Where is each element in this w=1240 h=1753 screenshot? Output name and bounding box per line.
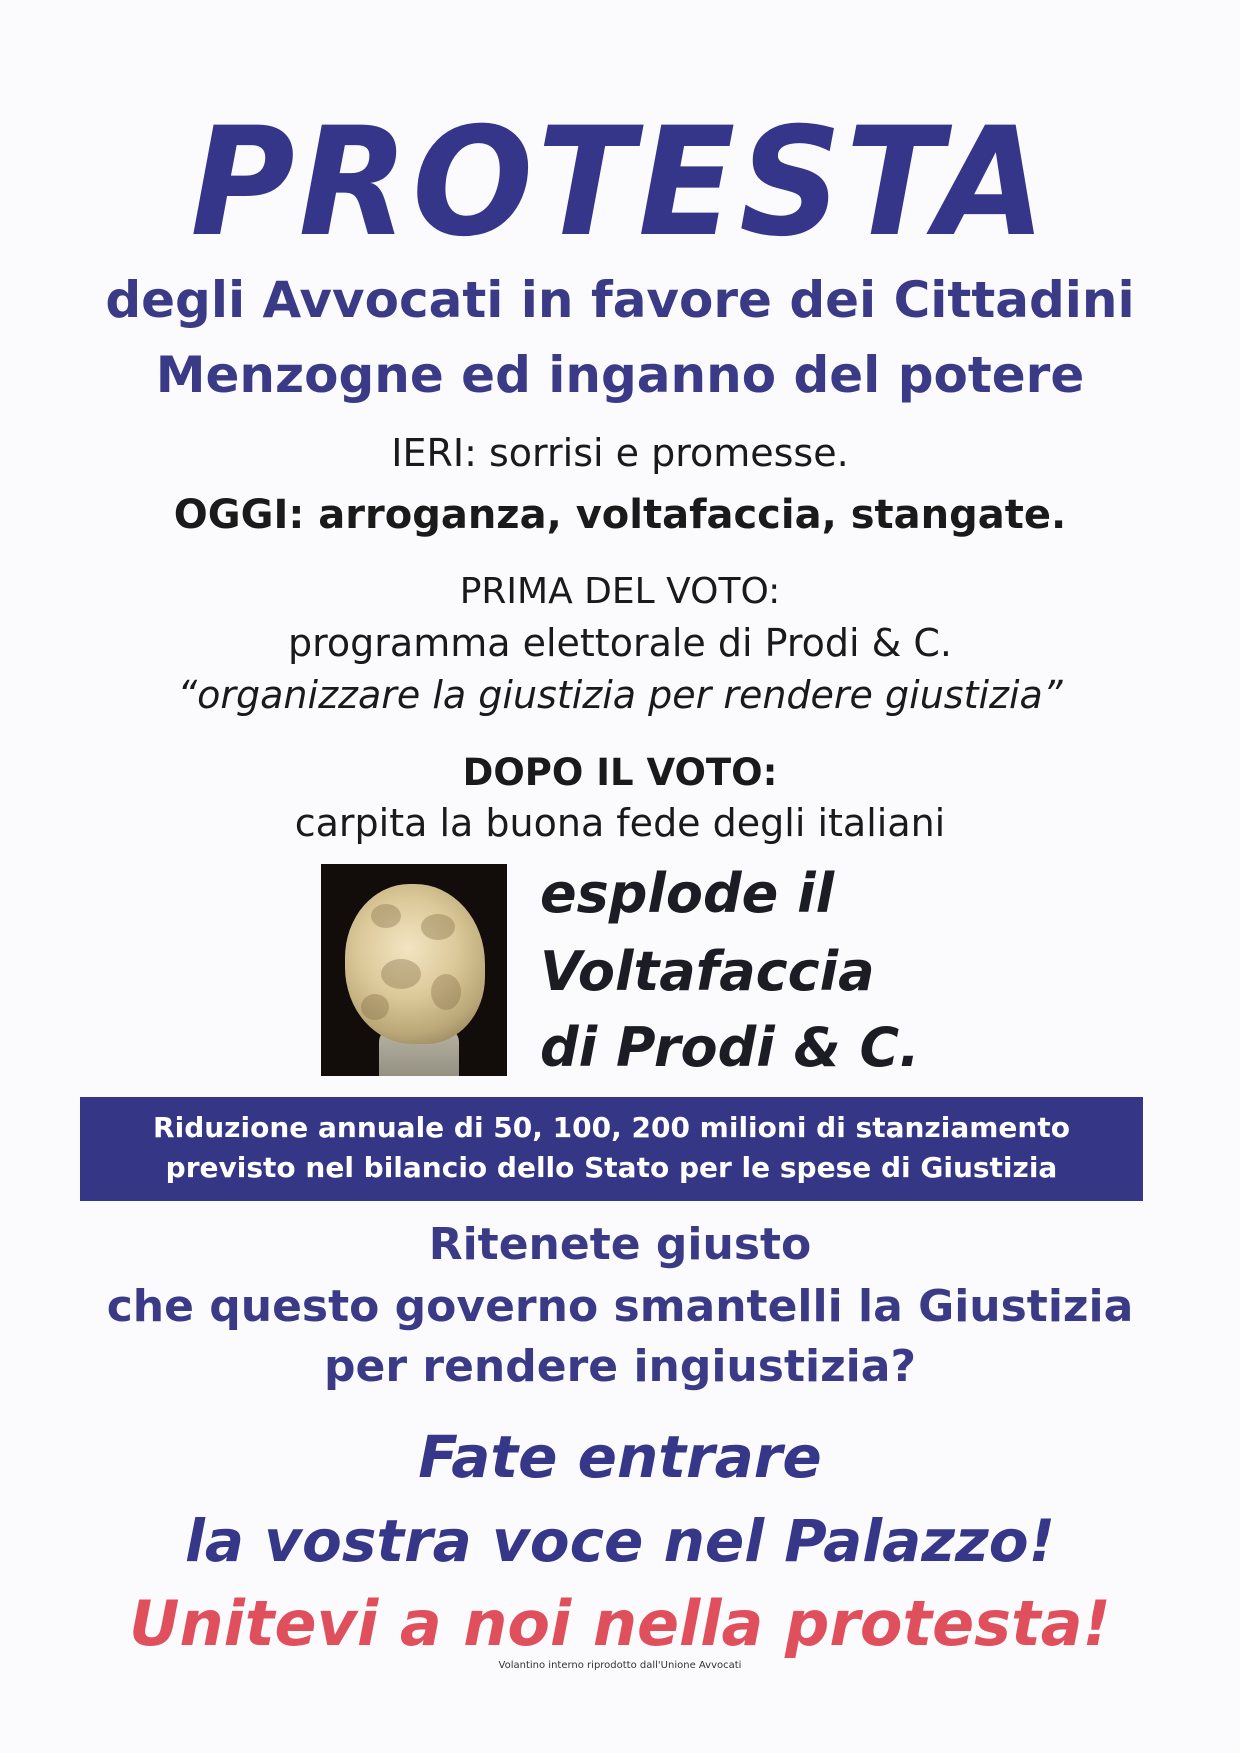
voltafaccia-line3: di Prodi & C. <box>540 1016 920 1079</box>
question-line1: Ritenete giusto <box>428 1219 812 1270</box>
prima-heading: PRIMA DEL VOTO: <box>459 571 781 612</box>
statue-curl <box>361 994 389 1020</box>
dopo-heading: DOPO IL VOTO: <box>462 751 778 794</box>
footer-note: Volantino interno riprodotto dall'Unione Avvocati <box>498 1660 742 1671</box>
cta-line3: Unitevi a noi nella protesta! <box>129 1587 1111 1660</box>
subtitle-line2: Menzogne ed inganno del potere <box>155 346 1085 404</box>
statue-curl <box>431 974 461 1010</box>
ieri-text: IERI: sorrisi e promesse. <box>391 431 849 475</box>
programma-text: programma elettorale di Prodi & C. <box>288 621 952 665</box>
subtitle-line1: degli Avvocati in favore dei Cittadini <box>105 271 1135 329</box>
statue-curl <box>371 904 401 928</box>
programma-quote: “organizzare la giustizia per rendere giustizia” <box>177 673 1063 717</box>
page-title: PROTESTA <box>190 96 1050 270</box>
banner-line2: previsto nel bilancio dello Stato per le spese di Giustizia <box>165 1151 1058 1184</box>
statue-curl <box>421 914 455 940</box>
cta-line2: la vostra voce nel Palazzo! <box>184 1507 1056 1575</box>
banner-line1: Riduzione annuale di 50, 100, 200 milioni di stanziamento <box>153 1111 1070 1144</box>
cta-line1: Fate entrare <box>418 1423 822 1491</box>
statue-curl <box>381 959 421 989</box>
statue-head-image <box>321 864 507 1076</box>
question-line3: per rendere ingiustizia? <box>324 1341 916 1392</box>
oggi-text: OGGI: arroganza, voltafaccia, stangate. <box>173 492 1067 538</box>
question-line2: che questo governo smantelli la Giustizia <box>106 1281 1134 1332</box>
dopo-text: carpita la buona fede degli italiani <box>294 801 946 845</box>
budget-cut-banner <box>80 1097 1143 1201</box>
voltafaccia-line2: Voltafaccia <box>540 940 875 1003</box>
voltafaccia-line1: esplode il <box>540 862 835 925</box>
